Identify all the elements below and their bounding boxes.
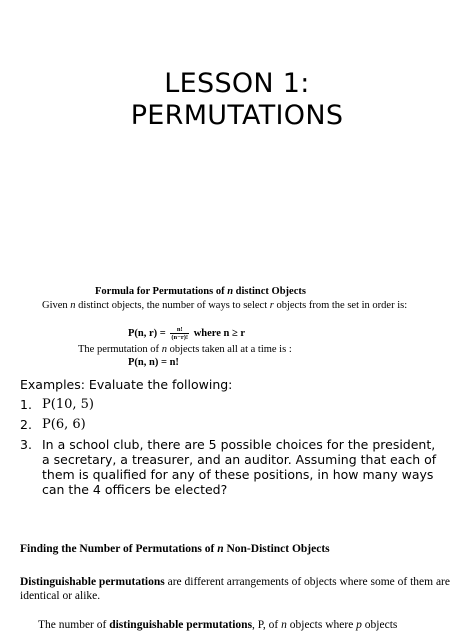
examples-section	[20, 377, 440, 502]
list-item: 2. P(6, 6)	[20, 417, 86, 432]
list-item: 3. In a school club, there are 5 possible choices for the president, a secretary, a treasurer, and an auditor. Assuming that each of them is qualified for any of these positions, in how many ways can the 4 officers be elected?	[20, 437, 440, 497]
distinguishable-count-text: The number of distinguishable permutations, P, of n objects where p objects	[38, 619, 398, 631]
title-line-2: PERMUTATIONS	[130, 100, 344, 131]
permutation-formula: P(n, r) = $\frac{n!}{(n-r)!}$ where n ≥ r	[128, 326, 246, 341]
example-2-math: P(6, 6)	[42, 417, 86, 432]
formula-heading: Formula for Permutations of n distinct Objects	[95, 286, 306, 297]
example-1-math: P(10, 5)	[42, 397, 94, 412]
slide-title	[0, 68, 474, 132]
example-3-text: In a school club, there are 5 possible choices for the president, a secretary, a treasurer, and an auditor. Assuming that each of them is qualified for any of these positions, in how many ways can the 4 officers be elected?	[42, 437, 437, 497]
formula-fraction: $\frac{n!}{(n-r)!}$	[171, 326, 189, 341]
list-item: 1. P(10, 5)	[20, 397, 94, 412]
title-line-1: LESSON 1:	[164, 68, 310, 99]
distinguishable-definition: Distinguishable permutations are different arrangements of objects where some of them are identical or alike.	[20, 576, 450, 602]
examples-intro: Examples: Evaluate the following:	[20, 377, 233, 392]
non-distinct-section	[20, 543, 450, 631]
non-distinct-heading: Finding the Number of Permutations of n Non-Distinct Objects	[20, 543, 330, 555]
formula-note: The permutation of n objects taken all at a time is :	[78, 344, 292, 355]
permutation-all-formula: P(n, n) = n!	[128, 357, 179, 368]
formula-given-text: Given n distinct objects, the number of ways to select r objects from the set in order is:	[42, 300, 408, 311]
